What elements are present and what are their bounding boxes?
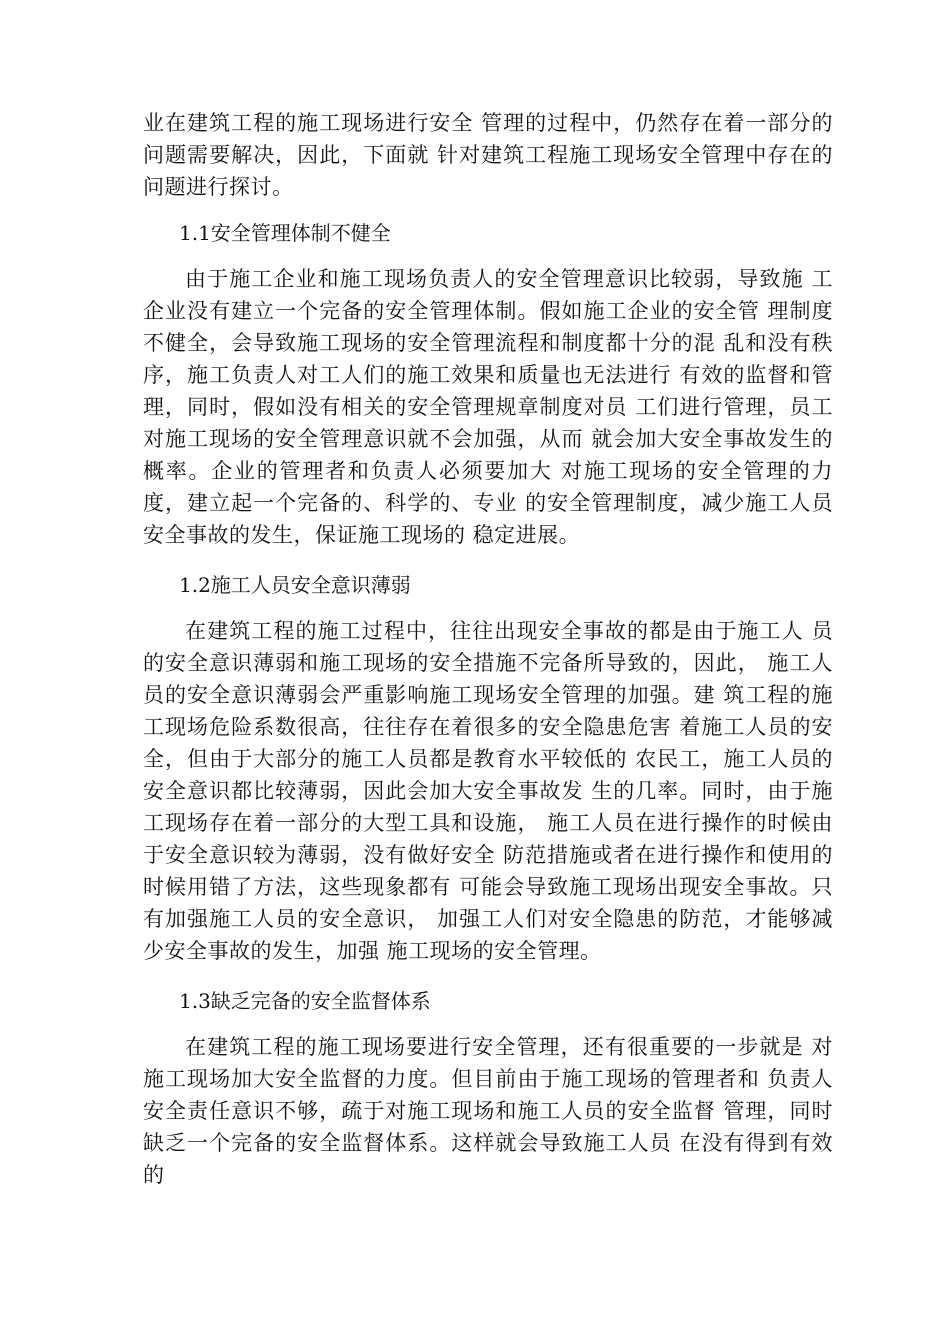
intro-paragraph: 业在建筑工程的施工现场进行安全 管理的过程中，仍然存在着一部分的问题需要解决，因此，下面就 针对建筑工程施工现场安全管理中存在的问题进行探讨。: [143, 111, 833, 199]
document-page: [143, 107, 833, 1191]
spacer: [143, 203, 833, 217]
section-body-1-3: 在建筑工程的施工现场要进行安全管理，还有很重要的一步就是 对施工现场加大安全监督的力度。但目前由于施工现场的管理者和 负责人安全责任意识不够，疏于对施工现场和施工人员的安全监督 管理，同时缺乏一个完备的安全监督体系。这样就会导致施工人员 在没有得到有效的: [143, 1035, 833, 1187]
spacer: [143, 1017, 833, 1031]
section-heading-1-3: 1.3缺乏完备的安全监督体系: [179, 989, 431, 1013]
section-heading-1-1: 1.1安全管理体制不健全: [179, 221, 391, 245]
section-heading-1-2: 1.2施工人员安全意识薄弱: [179, 573, 411, 597]
spacer: [143, 967, 833, 985]
spacer: [143, 249, 833, 263]
spacer: [143, 551, 833, 569]
section-body-1-2: 在建筑工程的施工过程中，往往出现安全事故的都是由于施工人 员的安全意识薄弱和施工现场的安全措施不完备所导致的，因此， 施工人员的安全意识薄弱会严重影响施工现场安全管理的加强。建 筑工程的施工现场危险系数很高，往往存在着很多的安全隐患危害 着施工人员的安全，但由于大部分的施工人员都是教育水平较低的 农民工，施工人员的安全意识都比较薄弱，因此会加大安全事故发 生的几率。同时，由于施工现场存在着一部分的大型工具和设施， 施工人员在进行操作的时候由于安全意识较为薄弱，没有做好安全 防范措施或者在进行操作和使用的时候用错了方法，这些现象都有 可能会导致施工现场出现安全事故。只有加强施工人员的安全意识， 加强工人们对安全隐患的防范，才能够减少安全事故的发生，加强 施工现场的安全管理。: [143, 619, 833, 963]
section-body-1-1: 由于施工企业和施工现场负责人的安全管理意识比较弱，导致施 工企业没有建立一个完备的安全管理体制。假如施工企业的安全管 理制度不健全，会导致施工现场的安全管理流程和制度都十分的混 乱和没有秩序，施工负责人对工人们的施工效果和质量也无法进行 有效的监督和管理，同时，假如没有相关的安全管理规章制度对员 工们进行管理，员工对施工现场的安全管理意识就不会加强，从而 就会加大安全事故发生的概率。企业的管理者和负责人必须要加大 对施工现场的安全管理的力度，建立起一个完备的、科学的、专业 的安全管理制度，减少施工人员安全事故的发生，保证施工现场的 稳定进展。: [143, 267, 833, 547]
spacer: [143, 601, 833, 615]
